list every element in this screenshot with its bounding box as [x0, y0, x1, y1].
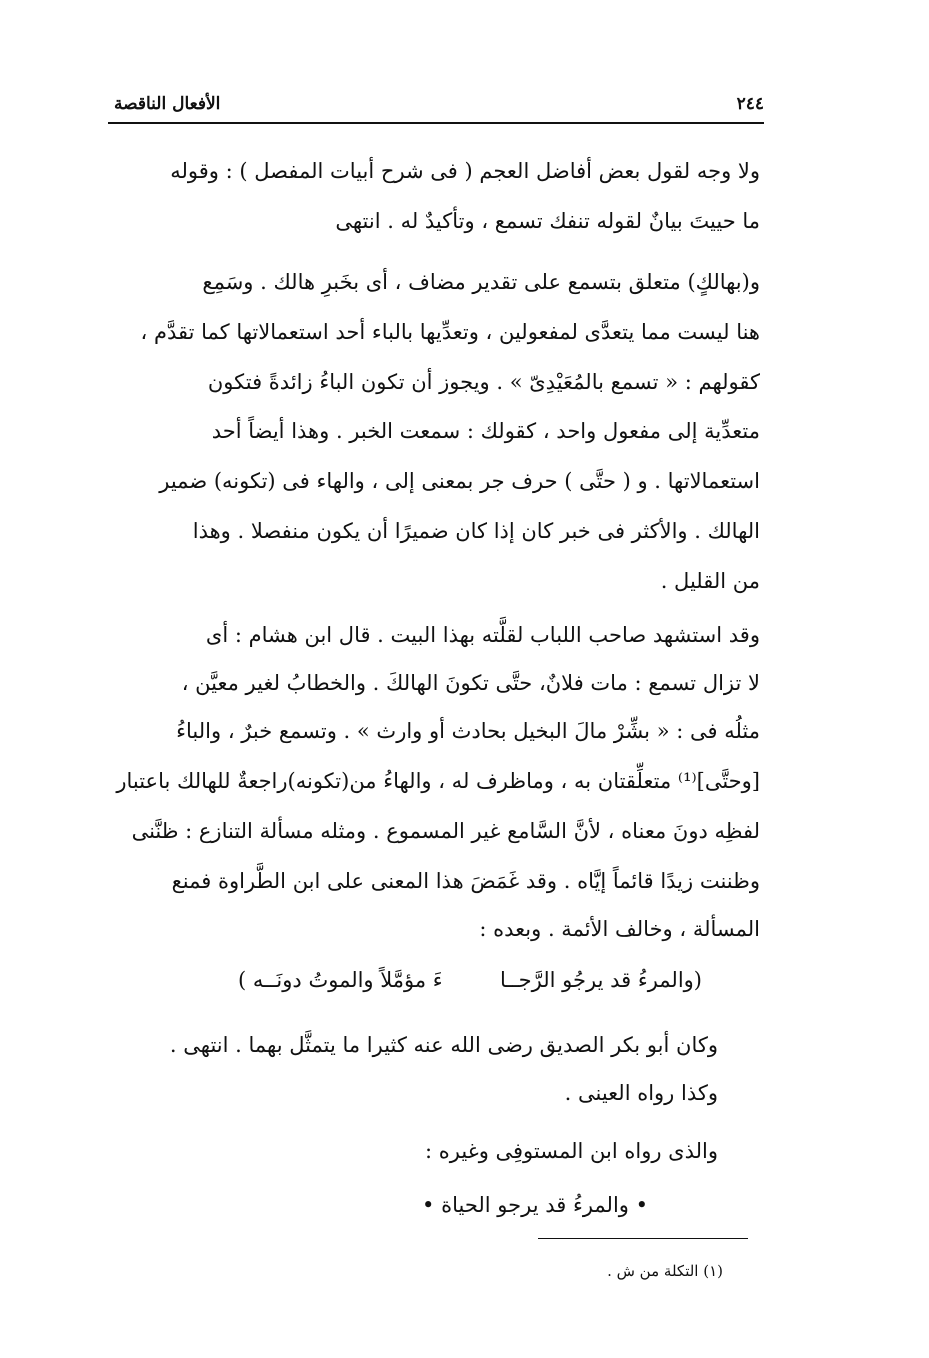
text-line: و(بهالكٍ) متعلق بتسمع على تقدير مضاف ، أى بخَبرِ هالك . وسَمِع: [202, 270, 760, 294]
text-line: وقد استشهد صاحب اللباب لقلَّته بهذا البيت . قال ابن هشام : أى: [205, 623, 760, 647]
verse-first-hemistich: (والمرءُ قد يرجُو الرَّجــا: [499, 968, 702, 992]
page-header: [108, 88, 764, 124]
text-line: لفظِه دونَ معناه ، لأنَّ السَّامع غير المسموع . ومثله مسألة التنازع : ظنَّنى: [131, 819, 760, 843]
text-line: مثلُه فى : « بشِّرْ مالَ البخيل بحادث أو وارث » . وتسمع خبرٌ ، والباءُ: [176, 719, 760, 743]
text-line: هنا ليست مما يتعدَّى لمفعولين ، وتعدِّيها بالباء أحد استعمالاتها كما تقدَّم ،: [140, 320, 760, 344]
text-line: والذى رواه ابن المستوفِى وغيره :: [425, 1139, 718, 1163]
text-line: استعمالاتها . و ( حتَّى ) حرف جر بمعنى إلى ، والهاء فى (تكونه) ضمير: [159, 469, 760, 493]
footnote: (١) التكلة من ش .: [607, 1262, 723, 1280]
quoted-hemistich: • والمرءُ قد يرجو الحياة •: [422, 1193, 648, 1217]
text-line: وكان أبو بكر الصديق رضى الله عنه كثيرا ما يتمثَّل بهما . انتهى .: [169, 1033, 718, 1057]
text-line: متعدِّية إلى مفعول واحد ، كقولك : سمعت الخبر . وهذا أيضاً أحد: [211, 419, 760, 443]
footnote-divider: [538, 1238, 748, 1239]
text-line: [وحتَّى]⁽¹⁾ متعلِّقتان به ، وماظرف له ، والهاءُ من(تكونه)راجعةٌ للهالك باعتبار: [116, 769, 760, 793]
text-line: المسألة ، وخالف الأئمة . وبعده :: [479, 917, 760, 941]
running-title: الأفعال الناقصة: [114, 94, 221, 114]
text-line: الهالك . والأكثر فى خبر كان إذا كان ضميرًا أن يكون منفصلا . وهذا: [192, 519, 760, 543]
text-line: لا تزال تسمع : مات فلانٌ، حتَّى تكونَ الهالكَ . والخطابُ لغير معيَّن ،: [181, 671, 760, 695]
poetry-verse: [238, 962, 702, 1002]
text-line: من القليل .: [660, 569, 760, 593]
text-line: كقولهم : « تسمع بالمُعَيْدِىّ » . ويجوز أن تكون الباءُ زائدةً فتكون: [207, 370, 760, 394]
text-line: ولا وجه لقول بعض أفاضل العجم ( فى شرح أبيات المفصل ) : وقوله: [170, 159, 760, 183]
verse-second-hemistich: ءَ مؤمَّلاً والموتُ دونَــه ): [238, 968, 443, 992]
text-line: وظننت زيدًا قائماً إيَّاه . وقد غَمَضَ هذا المعنى على ابن الطَّراوة فمنع: [171, 869, 760, 893]
text-line: ما حييتَ بيانٌ لقوله تنفك تسمع ، وتأكيدٌ له . انتهى: [335, 209, 760, 233]
text-line: وكذا رواه العينى .: [564, 1081, 718, 1105]
page-number: ٢٤٤: [736, 94, 764, 114]
